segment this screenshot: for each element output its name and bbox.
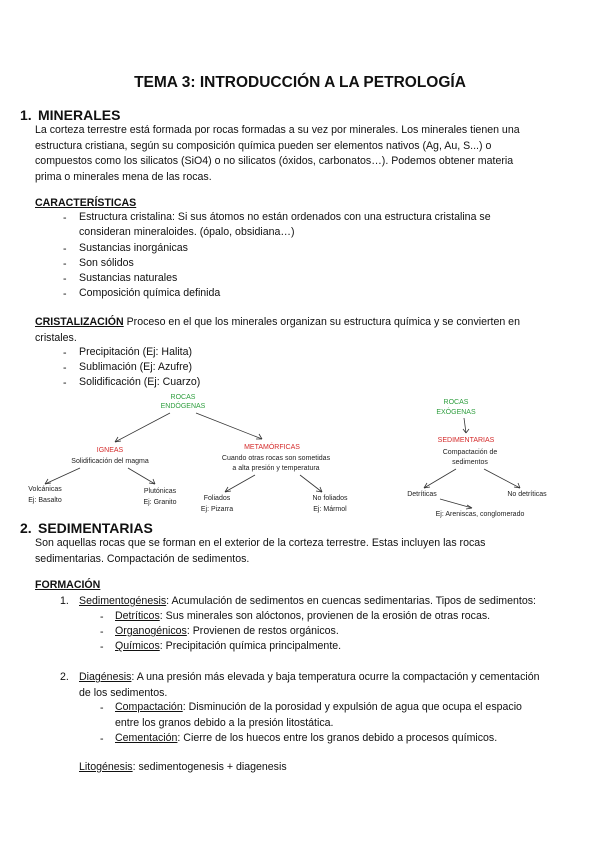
bullet-dash: -	[63, 288, 67, 300]
bullet-dash: -	[63, 347, 67, 359]
definition: entre los granos debido a la presión litostática.	[115, 716, 334, 729]
paragraph-line: compuestos como los silicatos (SiO4) o no silicatos (óxidos, carbonatos…). Podemos obtener materia	[35, 155, 514, 167]
sub-list-item	[115, 731, 595, 747]
term: Compactación	[115, 701, 183, 713]
term: Organogénicos	[115, 625, 187, 637]
paragraph-line: estructura cristiana, según su composición química pueden ser elementos nativos (Ag, Au, S...) o	[35, 139, 492, 152]
list-item: Precipitación (Ej: Halita)	[79, 346, 193, 358]
list-item: Estructura cristalina: Si sus átomos no están ordenados con una estructura cristalina se	[79, 211, 491, 223]
paragraph-line: sedimentarias. Compactación de sedimentos.	[35, 552, 250, 565]
igneas-description: Solidificación del magma	[71, 458, 149, 465]
litogenesis-line	[79, 760, 287, 776]
endogenas-label-1: ROCAS	[170, 394, 196, 401]
sedimentogenesis-term: Sedimentogénesis	[79, 595, 167, 607]
formacion-heading: FORMACIÓN	[35, 579, 101, 591]
cristalizacion-heading: CRISTALIZACIÓN	[35, 316, 124, 328]
numbered-item	[79, 670, 594, 701]
sedimentarias-description-2: sedimentos	[452, 459, 488, 466]
arrow-igneas-plutonicas	[128, 468, 155, 484]
arrow-igneas-volcanicas	[45, 468, 80, 484]
litogenesis-text: : sedimentogenesis + diagenesis	[132, 761, 287, 773]
cristalizacion-text: Proceso en el que los minerales organizan su estructura química y se convierten en	[123, 316, 520, 328]
list-item: Solidificación (Ej: Cuarzo)	[79, 376, 201, 388]
plutonicas-example: Ej: Granito	[143, 499, 177, 506]
term: Químicos	[115, 640, 160, 652]
paragraph-line: Son aquellas rocas que se forman en el exterior de la corteza terrestre. Estas incluyen las rocas	[35, 537, 486, 549]
list-item: Son sólidos	[79, 257, 134, 269]
bullet-dash: -	[63, 212, 67, 224]
list-item: Sustancias naturales	[79, 272, 178, 284]
arrow-meta-foliados	[225, 475, 255, 492]
sub-list-item	[115, 700, 595, 731]
arrowhead	[256, 434, 262, 439]
arrow-sed-no-detriticas	[484, 469, 520, 488]
caracteristicas-heading: CARACTERÍSTICAS	[35, 197, 137, 209]
definition: : Sus minerales son alóctonos, provienen de la erosión de otras rocas.	[159, 610, 491, 622]
sub-list-item	[115, 609, 490, 625]
section-1-number: 1.	[20, 107, 32, 123]
section-2-paragraph	[35, 536, 585, 567]
cristalizacion-paragraph	[35, 315, 585, 346]
list-item: Sublimación (Ej: Azufre)	[79, 361, 193, 373]
bullet-dash: -	[63, 362, 67, 374]
arrow-sed-detriticas	[424, 469, 456, 488]
section-2-heading	[20, 520, 153, 536]
paragraph-line: La corteza terrestre está formada por rocas formadas a su vez por minerales. Los minerales tienen una	[35, 124, 520, 136]
bullet-dash: -	[100, 626, 104, 638]
sub-list-item	[115, 624, 339, 640]
diagenesis-term: Diagénesis	[79, 671, 132, 683]
bullet-dash: -	[63, 258, 67, 270]
definition: : Precipitación química principalmente.	[159, 640, 342, 652]
section-2-number: 2.	[20, 520, 32, 536]
sub-list-item	[115, 639, 341, 655]
cristalizacion-text: cristales.	[35, 331, 77, 344]
section-1-heading	[20, 107, 120, 123]
arrow-detriticas-ejemplo	[440, 499, 472, 508]
diagenesis-text: : A una presión más elevada y baja temperatura ocurre la compactación y cementación	[131, 671, 540, 683]
list-item: Sustancias inorgánicas	[79, 242, 188, 254]
section-1-paragraph	[35, 123, 585, 185]
definition: : Disminución de la porosidad y expulsión de agua que ocupa el espacio	[182, 701, 522, 713]
metamorficas-description-2: a alta presión y temperatura	[232, 465, 320, 472]
bullet-dash: -	[100, 702, 104, 714]
bullet-dash: -	[100, 733, 104, 745]
term: Detríticos	[115, 610, 160, 622]
exogenas-label-2: EXÓGENAS	[436, 409, 476, 416]
volcanicas-example: Ej: Basalto	[28, 497, 62, 504]
numbered-item-number: 2.	[60, 671, 69, 683]
bullet-dash: -	[63, 273, 67, 285]
arrow-meta-no-foliados	[300, 475, 322, 492]
arrowhead	[424, 483, 430, 488]
list-item: consideran mineraloides. (ópalo, obsidiana…)	[79, 226, 295, 238]
section-2-title: SEDIMENTARIAS	[38, 520, 153, 536]
definition: : Cierre de los huecos entre los granos debido a procesos químicos.	[177, 732, 498, 744]
volcanicas-label: Volcánicas	[28, 486, 62, 493]
rock-classification-diagram	[0, 385, 600, 525]
metamorficas-label: METAMÓRFICAS	[244, 444, 300, 451]
litogenesis-term: Litogénesis	[79, 761, 133, 773]
foliados-example: Ej: Pizarra	[200, 506, 234, 513]
bullet-dash: -	[63, 243, 67, 255]
bullet-dash: -	[63, 377, 67, 389]
page-title: TEMA 3: INTRODUCCIÓN A LA PETROLOGÍA	[134, 74, 466, 91]
paragraph-line: prima o minerales mena de las rocas.	[35, 170, 212, 183]
bullet-dash: -	[100, 641, 104, 653]
foliados-label: Foliados	[203, 495, 231, 502]
diagenesis-text: de los sedimentos.	[79, 686, 168, 699]
endogenas-label-2: ENDÓGENAS	[160, 403, 206, 410]
plutonicas-label: Plutónicas	[143, 488, 177, 495]
no-detriticas-label: No detríticas	[507, 491, 547, 498]
term: Cementación	[115, 732, 178, 744]
definition: : Provienen de restos orgánicos.	[186, 625, 339, 637]
numbered-item	[79, 594, 589, 610]
numbered-item-number: 1.	[60, 595, 69, 607]
detriticas-example: Ej: Areniscas, conglomerado	[435, 511, 525, 518]
arrow-endo-igneas	[115, 413, 170, 442]
metamorficas-description-1: Cuando otras rocas son sometidas	[221, 455, 331, 462]
no-foliados-label: No foliados	[312, 495, 348, 502]
bullet-dash: -	[100, 611, 104, 623]
list-item: Composición química definida	[79, 287, 221, 299]
igneas-label: IGNEAS	[96, 447, 124, 454]
no-foliados-example: Ej: Mármol	[313, 506, 347, 513]
exogenas-label-1: ROCAS	[443, 399, 469, 406]
arrow-endo-metamorficas	[196, 413, 262, 439]
detriticas-label: Detríticas	[407, 491, 437, 498]
sedimentogenesis-text: : Acumulación de sedimentos en cuencas sedimentarias. Tipos de sedimentos:	[166, 595, 536, 607]
section-1-title: MINERALES	[38, 107, 121, 123]
sedimentarias-description-1: Compactación de	[442, 449, 498, 456]
sedimentarias-label: SEDIMENTARIAS	[437, 437, 495, 444]
